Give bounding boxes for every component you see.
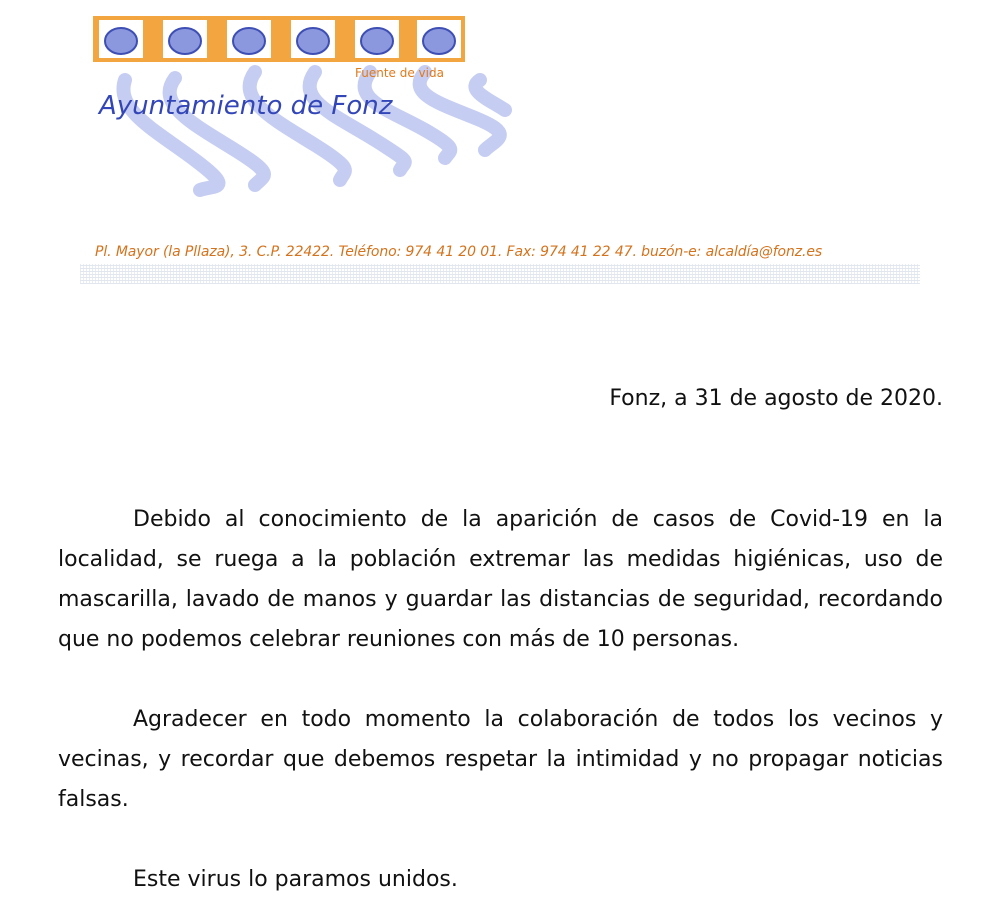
logo-org-name: Ayuntamiento de Fonz [99,91,393,121]
letter-paragraph: Debido al conocimiento de la aparición de casos de Covid-19 en la localidad, se ruega a la población extremar las medidas higiénicas, uso de mascarilla, lavado de manos y guardar las distancias de seguridad, recordando que no podemos celebrar reuniones con más de 10 personas. [58,507,943,652]
logo-tagline: Fuente de vida [355,66,444,80]
letter-paragraph: Este virus lo paramos unidos. [133,867,458,892]
letter-date: Fonz, a 31 de agosto de 2020. [609,386,943,411]
contact-address-line: Pl. Mayor (la Pllaza), 3. C.P. 22422. Teléfono: 974 41 20 01. Fax: 974 41 22 47. buzón-e: alcaldía@fonz.es [95,244,823,260]
letter-paragraph: Agradecer en todo momento la colaboración de todos los vecinos y vecinas, y recordar que debemos respetar la intimidad y no propagar noticias falsas. [58,707,943,812]
header-divider [80,264,920,284]
town-hall-logo [85,10,515,200]
